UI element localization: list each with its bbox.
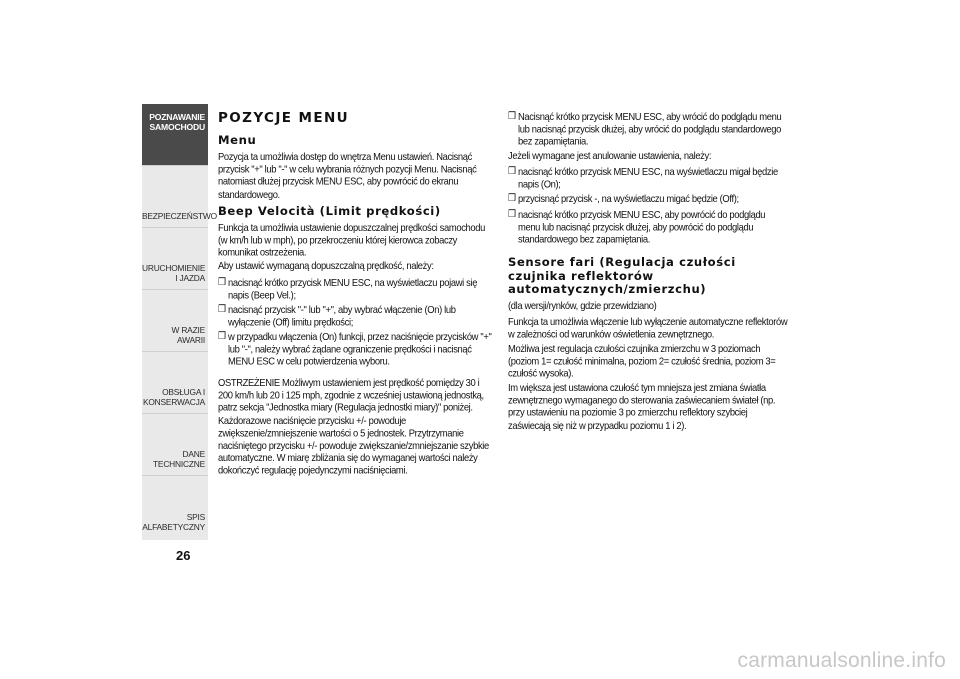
checkbox-bullet-icon: ❒	[218, 303, 226, 315]
list-item-text: nacisnąć krótko przycisk MENU ESC, aby powrócić do podglądu menu lub nacisnąć przycisk dłużej, aby powrócić do podglądu standardowego bez zapamiętania.	[518, 208, 766, 246]
list-item-text: w przypadku włączenia (On) funkcji, przez naciśnięcie przycisków "+" lub "-", należy wybrać żądane ograniczenie prędkości i nacisnąć MENU ESC w celu potwierdzenia wyboru.	[228, 330, 492, 368]
list-item-text: Nacisnąć krótko przycisk MENU ESC, aby wrócić do podglądu menu lub nacisnąć przycisk dłużej, aby wrócić do podglądu standardowego bez zapamiętania.	[518, 110, 782, 148]
sensor-paragraph: Funkcja ta umożliwia włączenie lub wyłączenie automatyczne reflektorów w zależności od warunków oświetlenia zewnętrznego.	[508, 314, 788, 340]
list-item	[508, 165, 788, 190]
tab-label: W RAZIE AWARII	[171, 325, 205, 345]
tab-w-razie-awarii[interactable]	[142, 290, 208, 352]
list-item	[508, 192, 788, 205]
tab-label: DANE TECHNICZNE	[153, 449, 205, 469]
tab-bezpieczenstwo[interactable]	[142, 166, 217, 228]
tab-dane-techniczne[interactable]	[142, 414, 208, 476]
sensor-paragraph: Im większa jest ustawiona czułość tym mniejsza jest zmiana światła zewnętrznego wymaganego do sterowania zaświecaniem świateł (np. przy ustawieniu na poziomie 3 po zmierzchu reflektory szybciej zaświecają się niż w przypadku poziomu 1 i 2).	[508, 380, 776, 431]
tab-label: BEZPIECZEŃSTWO	[142, 211, 217, 221]
list-item	[218, 330, 496, 368]
list-item-text: nacisnąć przycisk "-" lub "+", aby wybrać włączenie (On) lub wyłączenie (Off) limitu prędkości;	[228, 303, 456, 328]
menu-heading: Menu	[218, 133, 257, 147]
watermark-text: carmanualsonline.info	[737, 649, 946, 672]
section-title: POZYCJE MENU	[218, 110, 350, 126]
sensor-heading: Sensore fari (Regulacja czułości czujnika reflektorów automatycznych/zmierzchu)	[508, 255, 736, 297]
tab-label: SPIS ALFABETYCZNY	[142, 512, 205, 532]
tab-label: POZNAWANIE SAMOCHODU	[149, 112, 205, 132]
tab-label: OBSŁUGA I KONSERWACJA	[142, 387, 205, 407]
menu-paragraph: Pozycja ta umożliwia dostęp do wnętrza Menu ustawień. Nacisnąć przycisk "+" lub "-" w celu wybrania różnych pozycji Menu. Nacisnąć natomiast dłużej przycisk MENU ESC, aby powrócić do ekranu standardowego.	[218, 149, 477, 200]
section-tab-sidebar	[142, 104, 217, 540]
tab-spis-alfabetyczny[interactable]	[142, 476, 208, 538]
tab-poznawanie-samochodu[interactable]	[142, 104, 208, 166]
checkbox-bullet-icon: ❒	[218, 275, 226, 287]
left-column	[218, 110, 496, 477]
list-item	[218, 276, 496, 301]
list-item	[508, 110, 788, 148]
cancel-instruction: Jeżeli wymagane jest anulowanie ustawienia, należy:	[508, 148, 712, 161]
tab-obsluga-i-konserwacja[interactable]	[142, 352, 208, 414]
beep-paragraph: Funkcja ta umożliwia ustawienie dopuszczalnej prędkości samochodu (w km/h lub w mph), po przekroczeniu której kierowca zobaczy komunikat ostrzeżenia.	[218, 220, 485, 259]
list-item-text: nacisnąć krótko przycisk MENU ESC, na wyświetlaczu migał będzie napis (On);	[518, 164, 778, 190]
warning-paragraph: OSTRZEŻENIE Możliwym ustawieniem jest prędkość pomiędzy 30 i 200 km/h lub 20 i 125 mph, zgodnie z wcześniej ustawioną jednostką, patrz sekcja "Jednostka miary (Regulacja jednostki miary)" poniżej. Każdorazowe naciśnięcie przycisku +/- powoduje zwiększenie/zmniejszenie wartości o 5 jednostek. Przytrzymanie naciśniętego przycisku +/- powoduje zwiększanie/zmniejszanie szybkie automatyczne. W miarę zbliżania się do wymaganej wartości należy dokończyć regulację pojedynczymi naciśnięciami.	[218, 376, 489, 477]
checkbox-bullet-icon: ❒	[508, 164, 516, 177]
checkbox-bullet-icon: ❒	[218, 330, 226, 342]
checkbox-bullet-icon: ❒	[508, 208, 516, 220]
checkbox-bullet-icon: ❒	[508, 110, 516, 122]
list-item	[218, 303, 496, 328]
beep-heading: Beep Velocità (Limit prędkości)	[218, 204, 441, 219]
tab-label: URUCHOMIENIE I JAZDA	[142, 263, 206, 283]
beep-instruction: Aby ustawić wymaganą dopuszczalną prędkość, należy:	[218, 259, 434, 272]
tab-uruchomienie-i-jazda[interactable]	[142, 228, 208, 290]
right-column	[508, 110, 788, 431]
checkbox-bullet-icon: ❒	[508, 192, 516, 204]
list-item	[508, 208, 788, 246]
sensor-note: (dla wersji/rynków, gdzie przewidziano)	[508, 298, 657, 311]
list-item-text: nacisnąć krótko przycisk MENU ESC, na wyświetlaczu pojawi się napis (Beep Vel.);	[228, 275, 478, 301]
page-number: 26	[176, 548, 191, 563]
list-item-text: przycisnąć przycisk -, na wyświetlaczu migać będzie (Off);	[518, 192, 739, 205]
sensor-paragraph: Możliwa jest regulacja czułości czujnika zmierzchu w 3 poziomach (poziom 1= czułość minimalna, poziom 2= czułość średnia, poziom 3= czułość wysoka).	[508, 342, 776, 380]
